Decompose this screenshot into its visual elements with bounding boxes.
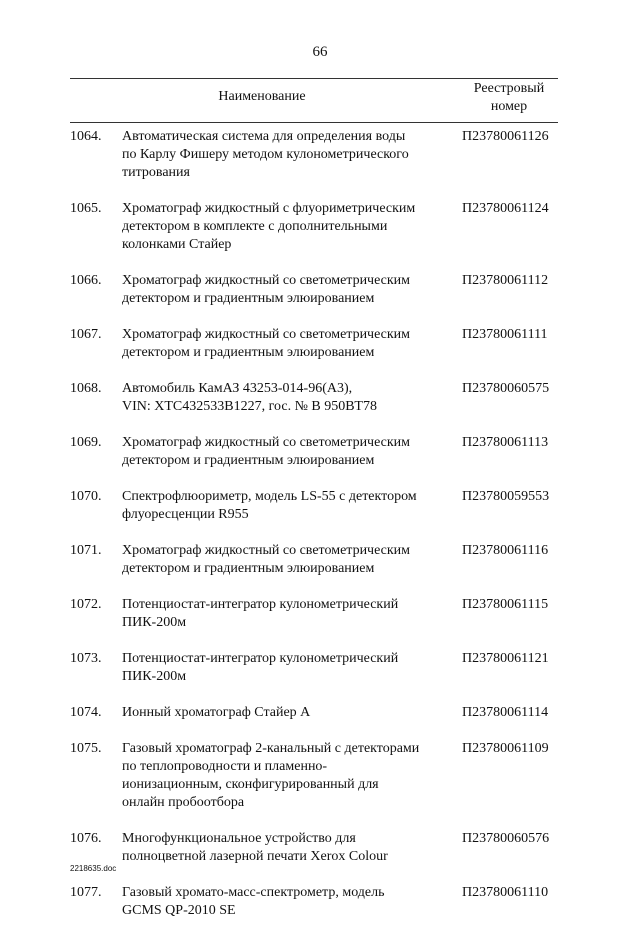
row-number: 1065. [70,201,102,216]
row-number: 1064. [70,129,102,144]
row-registry-number: П23780061116 [462,543,549,558]
table-row [70,380,570,416]
table-top-rule [70,78,558,79]
row-item-name: Хроматограф жидкостный с флуориметрическим детектором в комплекте с дополнительными колонками Стайер [122,201,416,252]
row-number: 1068. [70,381,102,396]
row-item-name: Спектрофлюориметр, модель LS-55 с детектором флуоресценции R955 [122,489,417,522]
registry-table-body [70,128,570,938]
table-row [70,740,570,812]
row-number: 1070. [70,489,102,504]
row-registry-number: П23780061110 [462,885,549,900]
row-item-name: Ионный хроматограф Стайер А [122,705,311,720]
table-row [70,488,570,524]
row-item-name: Хроматограф жидкостный со светометрическим детектором и градиентным элюированием [122,273,411,306]
row-registry-number: П23780061126 [462,129,549,144]
row-item-name: Хроматограф жидкостный со светометрическим детектором и градиентным элюированием [122,543,411,576]
table-row [70,884,570,920]
table-row [70,434,570,470]
row-registry-number: П23780061124 [462,201,549,216]
row-number: 1067. [70,327,102,342]
table-row [70,830,570,866]
table-row [70,596,570,632]
page-number: 66 [312,44,328,60]
row-number: 1072. [70,597,102,612]
table-row [70,542,570,578]
row-item-name: Газовый хроматограф 2-канальный с детекторами по теплопроводности и пламенно- ионизационным, сконфигурированный для онлайн пробоотбора [122,741,420,810]
row-registry-number: П23780060575 [462,381,550,396]
row-item-name: Потенциостат-интегратор кулонометрический ПИК-200м [122,597,399,630]
table-row [70,326,570,362]
row-number: 1071. [70,543,102,558]
row-item-name: Газовый хромато-масс-спектрометр, модель GCMS QP-2010 SE [122,885,385,918]
row-registry-number: П23780061111 [462,327,548,342]
row-registry-number: П23780059553 [462,489,550,504]
table-header-rule [70,122,558,123]
table-row [70,200,570,254]
row-number: 1077. [70,885,102,900]
row-number: 1076. [70,831,102,846]
row-number: 1066. [70,273,102,288]
row-item-name: Автоматическая система для определения воды по Карлу Фишеру методом кулонометрического титрования [122,129,409,180]
row-registry-number: П23780061112 [462,273,549,288]
row-item-name: Хроматограф жидкостный со светометрическим детектором и градиентным элюированием [122,435,411,468]
table-row [70,128,570,182]
row-item-name: Хроматограф жидкостный со светометрическим детектором и градиентным элюированием [122,327,411,360]
row-number: 1073. [70,651,102,666]
row-registry-number: П23780061115 [462,597,549,612]
row-item-name: Автомобиль КамАЗ 43253-014-96(А3), VIN: XTC432533B1227, гос. № В 950ВТ78 [122,381,377,414]
table-row [70,272,570,308]
row-registry-number: П23780061121 [462,651,549,666]
document-filename: 2218635.doc [70,864,117,873]
row-number: 1075. [70,741,102,756]
table-row [70,704,570,722]
row-number: 1074. [70,705,102,720]
row-registry-number: П23780061113 [462,435,549,450]
row-registry-number: П23780061114 [462,705,549,720]
row-registry-number: П23780060576 [462,831,550,846]
table-row [70,650,570,686]
column-header-registry-number: Реестровый номер [473,81,545,114]
row-item-name: Многофункциональное устройство для полноцветной лазерной печати Xerox Colour [122,831,388,864]
column-header-name: Наименование [218,89,306,104]
row-number: 1069. [70,435,102,450]
row-item-name: Потенциостат-интегратор кулонометрический ПИК-200м [122,651,399,684]
row-registry-number: П23780061109 [462,741,549,756]
